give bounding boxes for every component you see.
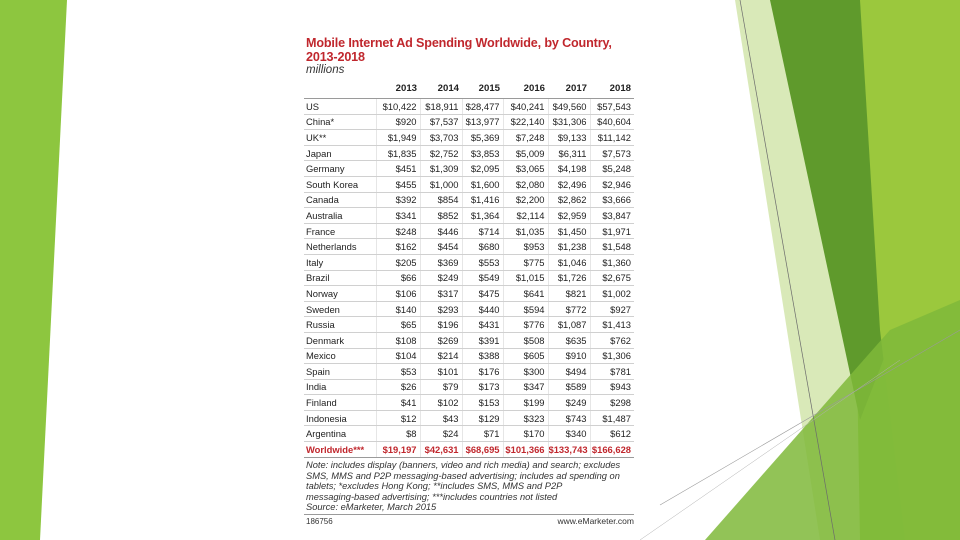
value-cell: $1,450: [548, 223, 590, 239]
value-cell: $1,238: [548, 239, 590, 255]
table-row: [304, 161, 634, 177]
value-cell: $1,360: [590, 254, 634, 270]
value-cell: $854: [420, 192, 462, 208]
value-cell: $176: [462, 364, 503, 380]
header-year: 2015: [462, 78, 503, 99]
value-cell: $40,604: [590, 114, 634, 130]
value-cell: $173: [462, 379, 503, 395]
table-row: [304, 223, 634, 239]
value-cell: $293: [420, 301, 462, 317]
value-cell: $3,853: [462, 145, 503, 161]
value-cell: $369: [420, 254, 462, 270]
table-row: [304, 192, 634, 208]
table-row: [304, 286, 634, 302]
value-cell: $1,416: [462, 192, 503, 208]
value-cell: $317: [420, 286, 462, 302]
left-green-band: [0, 0, 67, 540]
note-line: Note: includes display (banners, video and rich media) and search; excludes: [306, 460, 621, 470]
value-cell: $440: [462, 301, 503, 317]
value-cell: $166,628: [590, 442, 634, 458]
value-cell: $153: [462, 395, 503, 411]
value-cell: $641: [503, 286, 548, 302]
value-cell: $431: [462, 317, 503, 333]
value-cell: $680: [462, 239, 503, 255]
value-cell: $743: [548, 410, 590, 426]
value-cell: $1,971: [590, 223, 634, 239]
value-cell: $775: [503, 254, 548, 270]
value-cell: $2,959: [548, 208, 590, 224]
value-cell: $776: [503, 317, 548, 333]
table-row: [304, 239, 634, 255]
country-cell: US: [304, 99, 376, 115]
country-cell: Norway: [304, 286, 376, 302]
table-subtitle: millions: [306, 64, 345, 76]
country-cell: Finland: [304, 395, 376, 411]
country-cell: Worldwide***: [304, 442, 376, 458]
table-row: [304, 254, 634, 270]
value-cell: $101: [420, 364, 462, 380]
country-cell: UK**: [304, 130, 376, 146]
value-cell: $2,095: [462, 161, 503, 177]
footer-divider: [304, 514, 634, 515]
country-cell: Spain: [304, 364, 376, 380]
emarketer-brand: www.eMarketer.com: [557, 516, 634, 526]
country-cell: China*: [304, 114, 376, 130]
value-cell: $910: [548, 348, 590, 364]
value-cell: $2,946: [590, 176, 634, 192]
value-cell: $53: [376, 364, 420, 380]
value-cell: $249: [420, 270, 462, 286]
value-cell: $953: [503, 239, 548, 255]
value-cell: $40,241: [503, 99, 548, 115]
table-row: [304, 364, 634, 380]
value-cell: $1,309: [420, 161, 462, 177]
value-cell: $2,496: [548, 176, 590, 192]
table-row: [304, 301, 634, 317]
value-cell: $5,248: [590, 161, 634, 177]
value-cell: $248: [376, 223, 420, 239]
country-cell: Germany: [304, 161, 376, 177]
table-body: [304, 99, 634, 458]
value-cell: $249: [548, 395, 590, 411]
value-cell: $1,413: [590, 317, 634, 333]
country-cell: Denmark: [304, 332, 376, 348]
value-cell: $2,080: [503, 176, 548, 192]
value-cell: $1,364: [462, 208, 503, 224]
value-cell: $1,046: [548, 254, 590, 270]
value-cell: $454: [420, 239, 462, 255]
value-cell: $5,009: [503, 145, 548, 161]
value-cell: $205: [376, 254, 420, 270]
country-cell: Australia: [304, 208, 376, 224]
value-cell: $71: [462, 426, 503, 442]
value-cell: $1,087: [548, 317, 590, 333]
table-row: [304, 379, 634, 395]
value-cell: $1,548: [590, 239, 634, 255]
value-cell: $1,000: [420, 176, 462, 192]
value-cell: $300: [503, 364, 548, 380]
country-cell: India: [304, 379, 376, 395]
value-cell: $341: [376, 208, 420, 224]
value-cell: $612: [590, 426, 634, 442]
value-cell: $28,477: [462, 99, 503, 115]
value-cell: $1,487: [590, 410, 634, 426]
header-year: 2014: [420, 78, 462, 99]
value-cell: $392: [376, 192, 420, 208]
note-line: messaging-based advertising; ***includes countries not listed: [306, 491, 558, 502]
table-header-row: [304, 78, 634, 99]
value-cell: $635: [548, 332, 590, 348]
value-cell: $605: [503, 348, 548, 364]
emarketer-table-card: [300, 30, 638, 526]
value-cell: $22,140: [503, 114, 548, 130]
country-cell: Canada: [304, 192, 376, 208]
value-cell: $101,366: [503, 442, 548, 458]
value-cell: $7,573: [590, 145, 634, 161]
value-cell: $2,114: [503, 208, 548, 224]
note-line: SMS, MMS and P2P messaging-based advertising; includes ad spending on: [306, 470, 620, 481]
value-cell: $589: [548, 379, 590, 395]
value-cell: $2,862: [548, 192, 590, 208]
country-cell: Argentina: [304, 426, 376, 442]
value-cell: $43: [420, 410, 462, 426]
value-cell: $9,133: [548, 130, 590, 146]
value-cell: $42,631: [420, 442, 462, 458]
value-cell: $1,002: [590, 286, 634, 302]
header-year: 2013: [376, 78, 420, 99]
value-cell: $102: [420, 395, 462, 411]
value-cell: $6,311: [548, 145, 590, 161]
ad-spending-table: [304, 78, 634, 458]
country-cell: Netherlands: [304, 239, 376, 255]
value-cell: $762: [590, 332, 634, 348]
value-cell: $8: [376, 426, 420, 442]
value-cell: $65: [376, 317, 420, 333]
value-cell: $7,537: [420, 114, 462, 130]
value-cell: $821: [548, 286, 590, 302]
value-cell: $494: [548, 364, 590, 380]
header-country: [304, 78, 376, 99]
country-cell: Brazil: [304, 270, 376, 286]
value-cell: $549: [462, 270, 503, 286]
value-cell: $347: [503, 379, 548, 395]
value-cell: $1,726: [548, 270, 590, 286]
value-cell: $927: [590, 301, 634, 317]
value-cell: $298: [590, 395, 634, 411]
value-cell: $10,422: [376, 99, 420, 115]
value-cell: $12: [376, 410, 420, 426]
value-cell: $714: [462, 223, 503, 239]
table-row: [304, 176, 634, 192]
value-cell: $388: [462, 348, 503, 364]
value-cell: $140: [376, 301, 420, 317]
value-cell: $920: [376, 114, 420, 130]
table-row: [304, 130, 634, 146]
value-cell: $196: [420, 317, 462, 333]
chart-id: 186756: [306, 517, 333, 526]
value-cell: $391: [462, 332, 503, 348]
value-cell: $772: [548, 301, 590, 317]
country-cell: Mexico: [304, 348, 376, 364]
note-line: tablets; *excludes Hong Kong; **includes SMS, MMS and P2P: [306, 481, 563, 492]
country-cell: Indonesia: [304, 410, 376, 426]
table-row: [304, 208, 634, 224]
value-cell: $1,306: [590, 348, 634, 364]
value-cell: $106: [376, 286, 420, 302]
value-cell: $133,743: [548, 442, 590, 458]
value-cell: $3,847: [590, 208, 634, 224]
worldwide-total-row: [304, 442, 634, 458]
value-cell: $2,752: [420, 145, 462, 161]
value-cell: $943: [590, 379, 634, 395]
value-cell: $162: [376, 239, 420, 255]
value-cell: $13,977: [462, 114, 503, 130]
table-row: [304, 317, 634, 333]
value-cell: $24: [420, 426, 462, 442]
country-cell: Russia: [304, 317, 376, 333]
value-cell: $1,600: [462, 176, 503, 192]
value-cell: $68,695: [462, 442, 503, 458]
value-cell: $79: [420, 379, 462, 395]
value-cell: $1,015: [503, 270, 548, 286]
value-cell: $781: [590, 364, 634, 380]
table-row: [304, 410, 634, 426]
value-cell: $594: [503, 301, 548, 317]
value-cell: $108: [376, 332, 420, 348]
value-cell: $340: [548, 426, 590, 442]
header-year: 2016: [503, 78, 548, 99]
table-row: [304, 348, 634, 364]
table-row: [304, 114, 634, 130]
value-cell: $129: [462, 410, 503, 426]
value-cell: $1,035: [503, 223, 548, 239]
value-cell: $451: [376, 161, 420, 177]
value-cell: $1,835: [376, 145, 420, 161]
value-cell: $7,248: [503, 130, 548, 146]
value-cell: $852: [420, 208, 462, 224]
header-year: 2018: [590, 78, 634, 99]
country-cell: Japan: [304, 145, 376, 161]
value-cell: $323: [503, 410, 548, 426]
table-title: Mobile Internet Ad Spending Worldwide, by Country, 2013-2018: [306, 36, 612, 64]
table-row: [304, 145, 634, 161]
value-cell: $3,703: [420, 130, 462, 146]
value-cell: $455: [376, 176, 420, 192]
value-cell: $57,543: [590, 99, 634, 115]
table-row: [304, 395, 634, 411]
value-cell: $1,949: [376, 130, 420, 146]
source-line: Source: eMarketer, March 2015: [306, 502, 437, 513]
value-cell: $170: [503, 426, 548, 442]
value-cell: $41: [376, 395, 420, 411]
value-cell: $2,200: [503, 192, 548, 208]
value-cell: $5,369: [462, 130, 503, 146]
value-cell: $553: [462, 254, 503, 270]
country-cell: Sweden: [304, 301, 376, 317]
value-cell: $4,198: [548, 161, 590, 177]
value-cell: $508: [503, 332, 548, 348]
value-cell: $269: [420, 332, 462, 348]
value-cell: $3,065: [503, 161, 548, 177]
value-cell: $66: [376, 270, 420, 286]
value-cell: $49,560: [548, 99, 590, 115]
value-cell: $31,306: [548, 114, 590, 130]
table-row: [304, 99, 634, 115]
table-row: [304, 332, 634, 348]
value-cell: $214: [420, 348, 462, 364]
table-note: [306, 460, 634, 513]
table-row: [304, 426, 634, 442]
value-cell: $446: [420, 223, 462, 239]
value-cell: $3,666: [590, 192, 634, 208]
value-cell: $19,197: [376, 442, 420, 458]
header-year: 2017: [548, 78, 590, 99]
value-cell: $11,142: [590, 130, 634, 146]
value-cell: $18,911: [420, 99, 462, 115]
country-cell: South Korea: [304, 176, 376, 192]
value-cell: $26: [376, 379, 420, 395]
country-cell: France: [304, 223, 376, 239]
table-row: [304, 270, 634, 286]
country-cell: Italy: [304, 254, 376, 270]
value-cell: $475: [462, 286, 503, 302]
value-cell: $2,675: [590, 270, 634, 286]
value-cell: $104: [376, 348, 420, 364]
value-cell: $199: [503, 395, 548, 411]
